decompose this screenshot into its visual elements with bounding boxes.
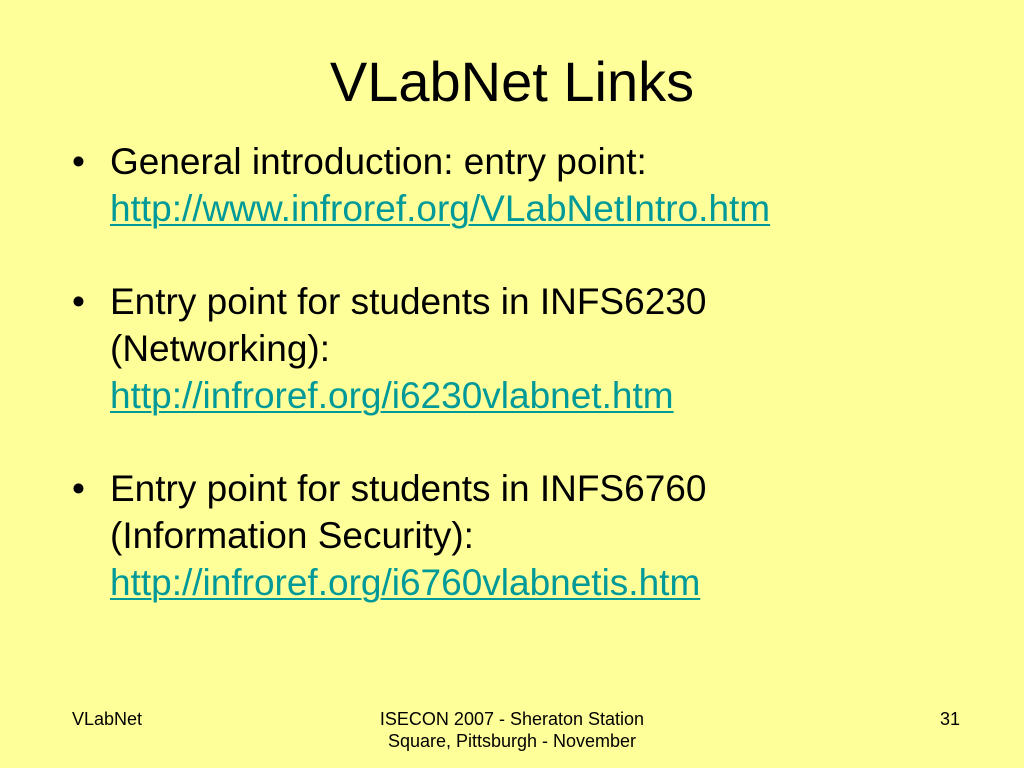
infs6760-link[interactable]: http://infroref.org/i6760vlabnetis.htm [110, 562, 701, 603]
footer-center-line-1: ISECON 2007 - Sheraton Station [379, 709, 645, 729]
bullet-text: Entry point for students in INFS6230 [110, 281, 707, 322]
infs6230-link[interactable]: http://infroref.org/i6230vlabnet.htm [110, 375, 674, 416]
bullet-item-infs6230 [72, 278, 972, 419]
bullet-icon: • [72, 281, 85, 322]
bullet-text-continued: (Information Security): [110, 515, 474, 556]
bullet-text-continued: (Networking): [110, 328, 330, 369]
bullet-text: General introduction: entry point: [110, 141, 647, 182]
bullet-text: Entry point for students in INFS6760 [110, 468, 707, 509]
bullet-icon: • [72, 141, 85, 182]
bullet-item-infs6760 [72, 465, 972, 606]
footer-center-line-2: Square, Pittsburgh - November [387, 731, 637, 751]
vlabnet-intro-link[interactable]: http://www.infroref.org/VLabNetIntro.htm [110, 188, 771, 229]
slide-title: VLabNet Links [329, 50, 695, 113]
bullet-item-general-intro [72, 138, 972, 232]
footer-left-label: VLabNet [72, 709, 143, 729]
bullet-list [72, 138, 972, 606]
footer-center-label [342, 708, 682, 752]
bullet-icon: • [72, 468, 85, 509]
page-number: 31 [939, 709, 960, 729]
